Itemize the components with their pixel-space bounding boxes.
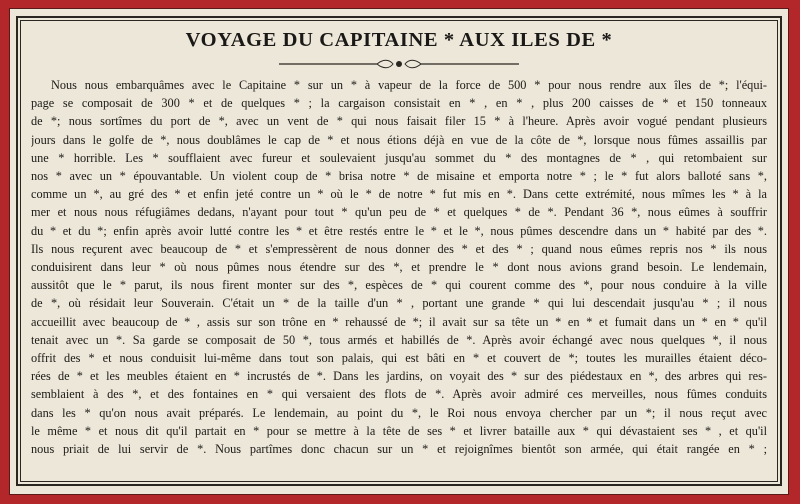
text-card	[9, 8, 789, 495]
ornament-flourish-icon	[279, 58, 519, 70]
text-line: Nous nous embarquâmes avec le Capitaine * sur un * à vapeur de la force de 500 * pour nous rendre aux îles de *; l'équi-	[51, 78, 767, 92]
text-line: le même * et nous dit qu'il partait en * pour se mettre à la tête de ses * et livrer bataille aux * qui dévastaient ses * , et qu'il	[31, 423, 767, 438]
story-text	[31, 76, 767, 458]
text-line: jours dans le golfe de *, nous doublâmes le cap de * et nous étions déjà en vue de la côte de *, lorsque nous fûmes assaillis par	[31, 132, 767, 147]
text-line: tenait avec un *. Sa garde se composait de 50 *, tous armés et habillés de *. Après avoir échangé avec nous quelques *, il nous	[31, 332, 767, 347]
text-line: une * horrible. Les * soufflaient avec fureur et soulevaient jusqu'au sommet du * des montagnes de * , qui retombaient sur	[31, 150, 767, 165]
text-line: Ils nous reçurent avec beaucoup de * et s'empressèrent de nous donner des * et des * ; quand nous eûmes repris nos * ils nous	[31, 241, 767, 256]
text-line: rées de * et les meubles étaient en * incrustés de *. Dans les jardins, on voyait des * sur des piédestaux en *, des arbres qui res-	[31, 369, 767, 384]
text-line: aussitôt que le * parut, ils nous firent monter sur des *, espèces de * qui courent comme des *, pour nous conduire à la ville	[31, 278, 767, 293]
text-line: de *; nous sortîmes du port de *, avec un vent de * qui nous faisait filer 15 * à l'heure. Après avoir vogué pendant plusieurs	[31, 114, 767, 129]
text-line: page se composait de 300 * et de quelques * ; la cargaison consistait en * , en * , plus 200 caisses de * et 150 tonneaux	[31, 96, 767, 111]
text-line: nous priait de lui servir de *. Nous partîmes donc chacun sur un * et rejoignîmes bientôt son armée, qui était rangée en * ;	[31, 442, 767, 457]
text-line: accueillit avec beaucoup de * , assis sur son trône en * rehaussé de *; il avait sur sa tête un * en * et fumait dans un * en * qu'il	[31, 314, 767, 329]
text-line: semblaient à des *, et des fontaines en * qui versaient des flots de *. Après avoir admiré ces merveilles, nous fûmes conduits	[31, 387, 767, 402]
text-line: mer et nous nous réfugiâmes dedans, n'ayant pour tout * qu'un peu de * et quelques * de *. Pendant 36 *, nous eûmes à souffrir	[31, 205, 767, 220]
text-line: conduisirent dans leur * où nous pûmes nous étendre sur des *, et prendre le * dont nous avions grand besoin. Le lendemain,	[31, 260, 767, 275]
text-line: de *, où résidait leur Souverain. C'était un * de la taille d'un * , portant une grande * qui lui descendait jusqu'au * ; il nous	[31, 296, 767, 311]
text-line: nos * avec un * épouvantable. Un violent coup de * brisa notre * de misaine et emporta notre * ; le * fut alors balloté sans *,	[31, 169, 767, 184]
text-line: dans les * qu'on nous avait préparés. Le lendemain, au point du *, le Roi nous envoya chercher par un *; il nous reçut avec	[31, 405, 767, 420]
page-title: VOYAGE DU CAPITAINE * AUX ILES DE *	[185, 29, 613, 51]
title-ornament	[10, 58, 788, 70]
text-line: du * et du *; enfin après avoir lutté contre les * et être restés entre le * et le *, nous pûmes descendre dans un * habité par des *.	[31, 223, 767, 238]
text-line: offrit des * et nous conduisit lui-même dans tout son palais, qui est bâti en * et couvert de *; toutes les murailles étaient déco-	[31, 351, 767, 366]
text-line: comme un *, au gré des * et enfin jeté contre un * où le * de notre * fut mis en *. Dans cette extrémité, nous mîmes les * à la	[31, 187, 767, 202]
